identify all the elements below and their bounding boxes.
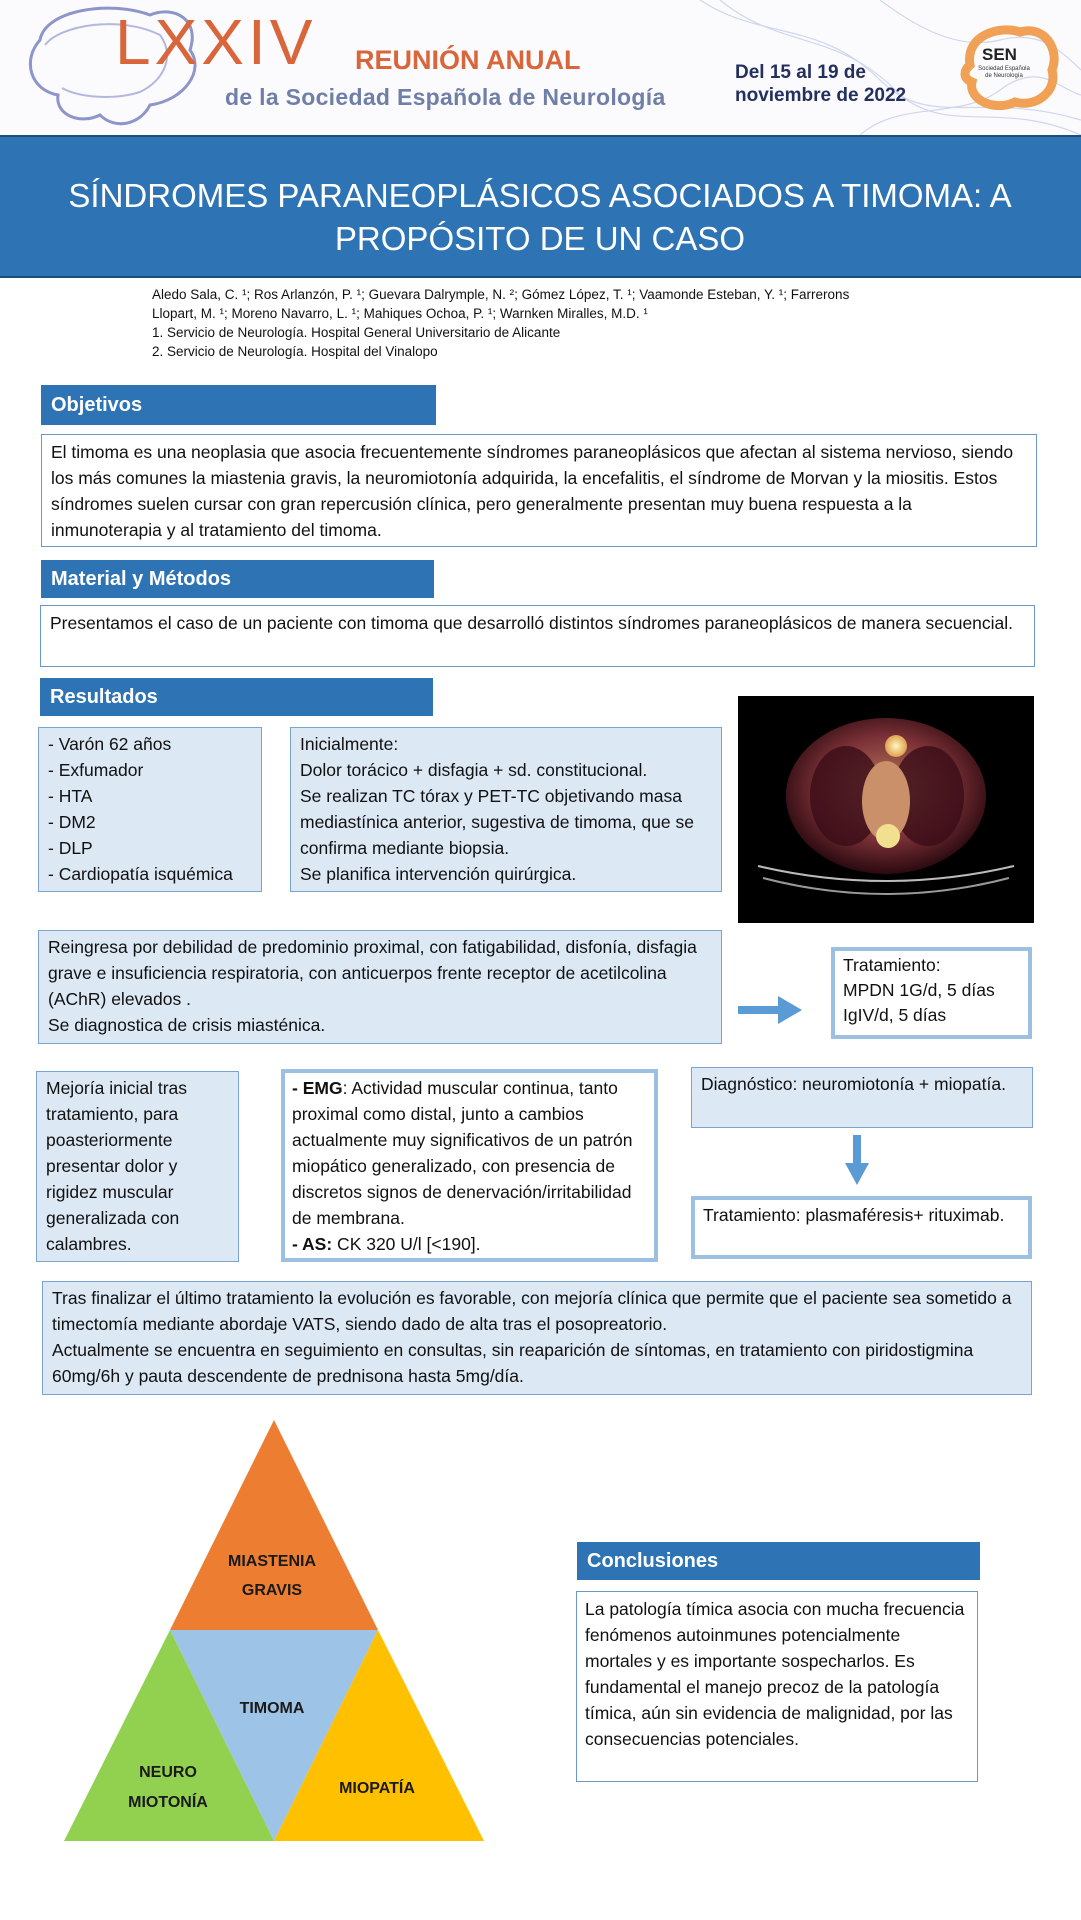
title-line-2: PROPÓSITO DE UN CASO <box>334 219 746 257</box>
triangle-label-right: MIOPATÍA <box>339 1780 415 1797</box>
antecedentes-box <box>38 727 262 892</box>
dates-line-1: Del 15 al 19 de <box>735 62 866 83</box>
dates-line-2: noviembre de 2022 <box>735 84 907 106</box>
diagnostico-box: Diagnóstico: neuromiotonía + miopatía. <box>691 1067 1033 1128</box>
authors-line-2: Llopart, M. ¹; Moreno Navarro, L. ¹; Mahiques Ochoa, P. ¹; Warnken Miralles, M.D. ¹ <box>152 306 648 321</box>
pet-ct-image <box>738 696 1034 923</box>
resultados-heading: Resultados <box>40 678 433 716</box>
inicial-box <box>290 727 722 892</box>
conclusiones-text: La patología tímica asocia con mucha frecuencia fenómenos autoinmunes potencialmente mortales y es importante sospecharlos. Es fundamental el manejo precoz de la patología tímica, aún sin evidencia de malignidad, por las consecuencias potenciales. <box>576 1591 978 1782</box>
triangle-label-left-1: NEURO <box>139 1764 197 1781</box>
arrow-down-icon <box>845 1135 869 1185</box>
triangle-label-top-2: GRAVIS <box>241 1582 303 1599</box>
conference-header <box>0 0 1081 135</box>
reingreso-text: Reingresa por debilidad de predominio proximal, con fatigabilidad, disfonía, disfagia grave e insuficiencia respiratoria, con anticuerpos frente receptor de acetilcolina (AChR) elevados . <box>48 937 697 1009</box>
affiliation-2: 2. Servicio de Neurología. Hospital del Vinalopo <box>152 344 438 359</box>
title-band <box>0 135 1081 278</box>
poster-title <box>60 175 1020 261</box>
as-label: - AS: <box>292 1234 333 1254</box>
antecedente-item: - Exfumador <box>48 760 144 780</box>
sen-logo-subtext: Sociedad Española de Neurología <box>978 66 1030 79</box>
inicial-line: Se realizan TC tórax y PET-TC objetivando masa mediastínica anterior, sugestiva de timoma, que se confirma mediante biopsia. <box>300 786 694 858</box>
pet-ct-scan-icon <box>738 696 1034 923</box>
arrow-right-icon <box>738 996 802 1024</box>
tratamiento1-box <box>831 947 1032 1039</box>
triangle-label-left-2: MIOTONÍA <box>128 1794 208 1811</box>
authors-block <box>152 285 912 361</box>
antecedente-item: - Cardiopatía isquémica <box>48 864 233 884</box>
emg-label: - EMG <box>292 1078 343 1098</box>
triangle-label-center: TIMOMA <box>239 1700 305 1717</box>
inicial-line: Inicialmente: <box>300 734 399 754</box>
tratamiento1-line: Tratamiento: <box>843 955 941 975</box>
tratamiento1-line: MPDN 1G/d, 5 días <box>843 980 995 1000</box>
affiliation-1: 1. Servicio de Neurología. Hospital General Universitario de Alicante <box>152 325 561 340</box>
title-line-1: SÍNDROMES PARANEOPLÁSICOS ASOCIADOS A TIMOMA: A <box>68 177 1012 214</box>
antecedente-item: - Varón 62 años <box>48 734 172 754</box>
metodos-heading: Material y Métodos <box>41 560 434 598</box>
metodos-text: Presentamos el caso de un paciente con timoma que desarrolló distintos síndromes paraneoplásicos de manera secuencial. <box>40 605 1035 667</box>
emg-text: : Actividad muscular continua, tanto proximal como distal, junto a cambios actualmente muy significativos de un patrón miopático generalizado, con presencia de discretos signos de denervación/irritabilidad de membrana. <box>292 1078 633 1228</box>
authors-line-1: Aledo Sala, C. ¹; Ros Arlanzón, P. ¹; Guevara Dalrymple, N. ²; Gómez López, T. ¹; Vaamonde Esteban, Y. ¹; Farrerons <box>152 287 850 302</box>
emg-box <box>281 1069 658 1262</box>
reingreso-diagnosis: Se diagnostica de crisis miasténica. <box>48 1015 326 1035</box>
antecedente-item: - HTA <box>48 786 93 806</box>
syndromes-triangle-diagram <box>60 1420 490 1845</box>
objetivos-text: El timoma es una neoplasia que asocia frecuentemente síndromes paraneoplásicos que afectan al sistema nervioso, siendo los más comunes la miastenia gravis, la neuromiotonía adquirida, la encefalitis, el síndrome de Morvan y la miositis. Estos síndromes suelen cursar con gran repercusión clínica, pero generalmente presentan muy buena respuesta a la inmunoterapia y al tratamiento del timoma. <box>41 434 1037 547</box>
meeting-dates <box>735 62 906 108</box>
antecedente-item: - DM2 <box>48 812 96 832</box>
inicial-line: Dolor torácico + disfagia + sd. constitucional. <box>300 760 648 780</box>
antecedente-item: - DLP <box>48 838 93 858</box>
triangle-label-top-1: MIASTENIA <box>228 1553 316 1570</box>
sen-logo-text: SEN <box>982 45 1017 64</box>
evolucion-box <box>42 1281 1032 1395</box>
tratamiento2-box: Tratamiento: plasmaféresis+ rituximab. <box>691 1196 1032 1259</box>
evolucion-line-2: Actualmente se encuentra en seguimiento en consultas, sin reaparición de síntomas, en tratamiento con piridostigmina 60mg/6h y pauta descendente de prednisona hasta 5mg/día. <box>52 1340 974 1386</box>
edition-number: LXXIV <box>115 6 317 78</box>
conclusiones-heading: Conclusiones <box>577 1542 980 1580</box>
inicial-line: Se planifica intervención quirúrgica. <box>300 864 577 884</box>
society-name: de la Sociedad Española de Neurología <box>225 84 666 110</box>
as-text: CK 320 U/l [<190]. <box>332 1234 481 1254</box>
reingreso-box <box>38 930 722 1044</box>
mejoria-box: Mejoría inicial tras tratamiento, para poasteriormente presentar dolor y rigidez muscular generalizada con calambres. <box>36 1071 239 1262</box>
tratamiento1-line: IgIV/d, 5 días <box>843 1005 947 1025</box>
objetivos-heading: Objetivos <box>41 385 436 425</box>
meeting-name: REUNIÓN ANUAL <box>355 45 581 75</box>
evolucion-line-1: Tras finalizar el último tratamiento la evolución es favorable, con mejoría clínica que permite que el paciente sea sometido a timectomía mediante abordaje VATS, siendo dado de alta tras el posopreatorio. <box>52 1288 1012 1334</box>
